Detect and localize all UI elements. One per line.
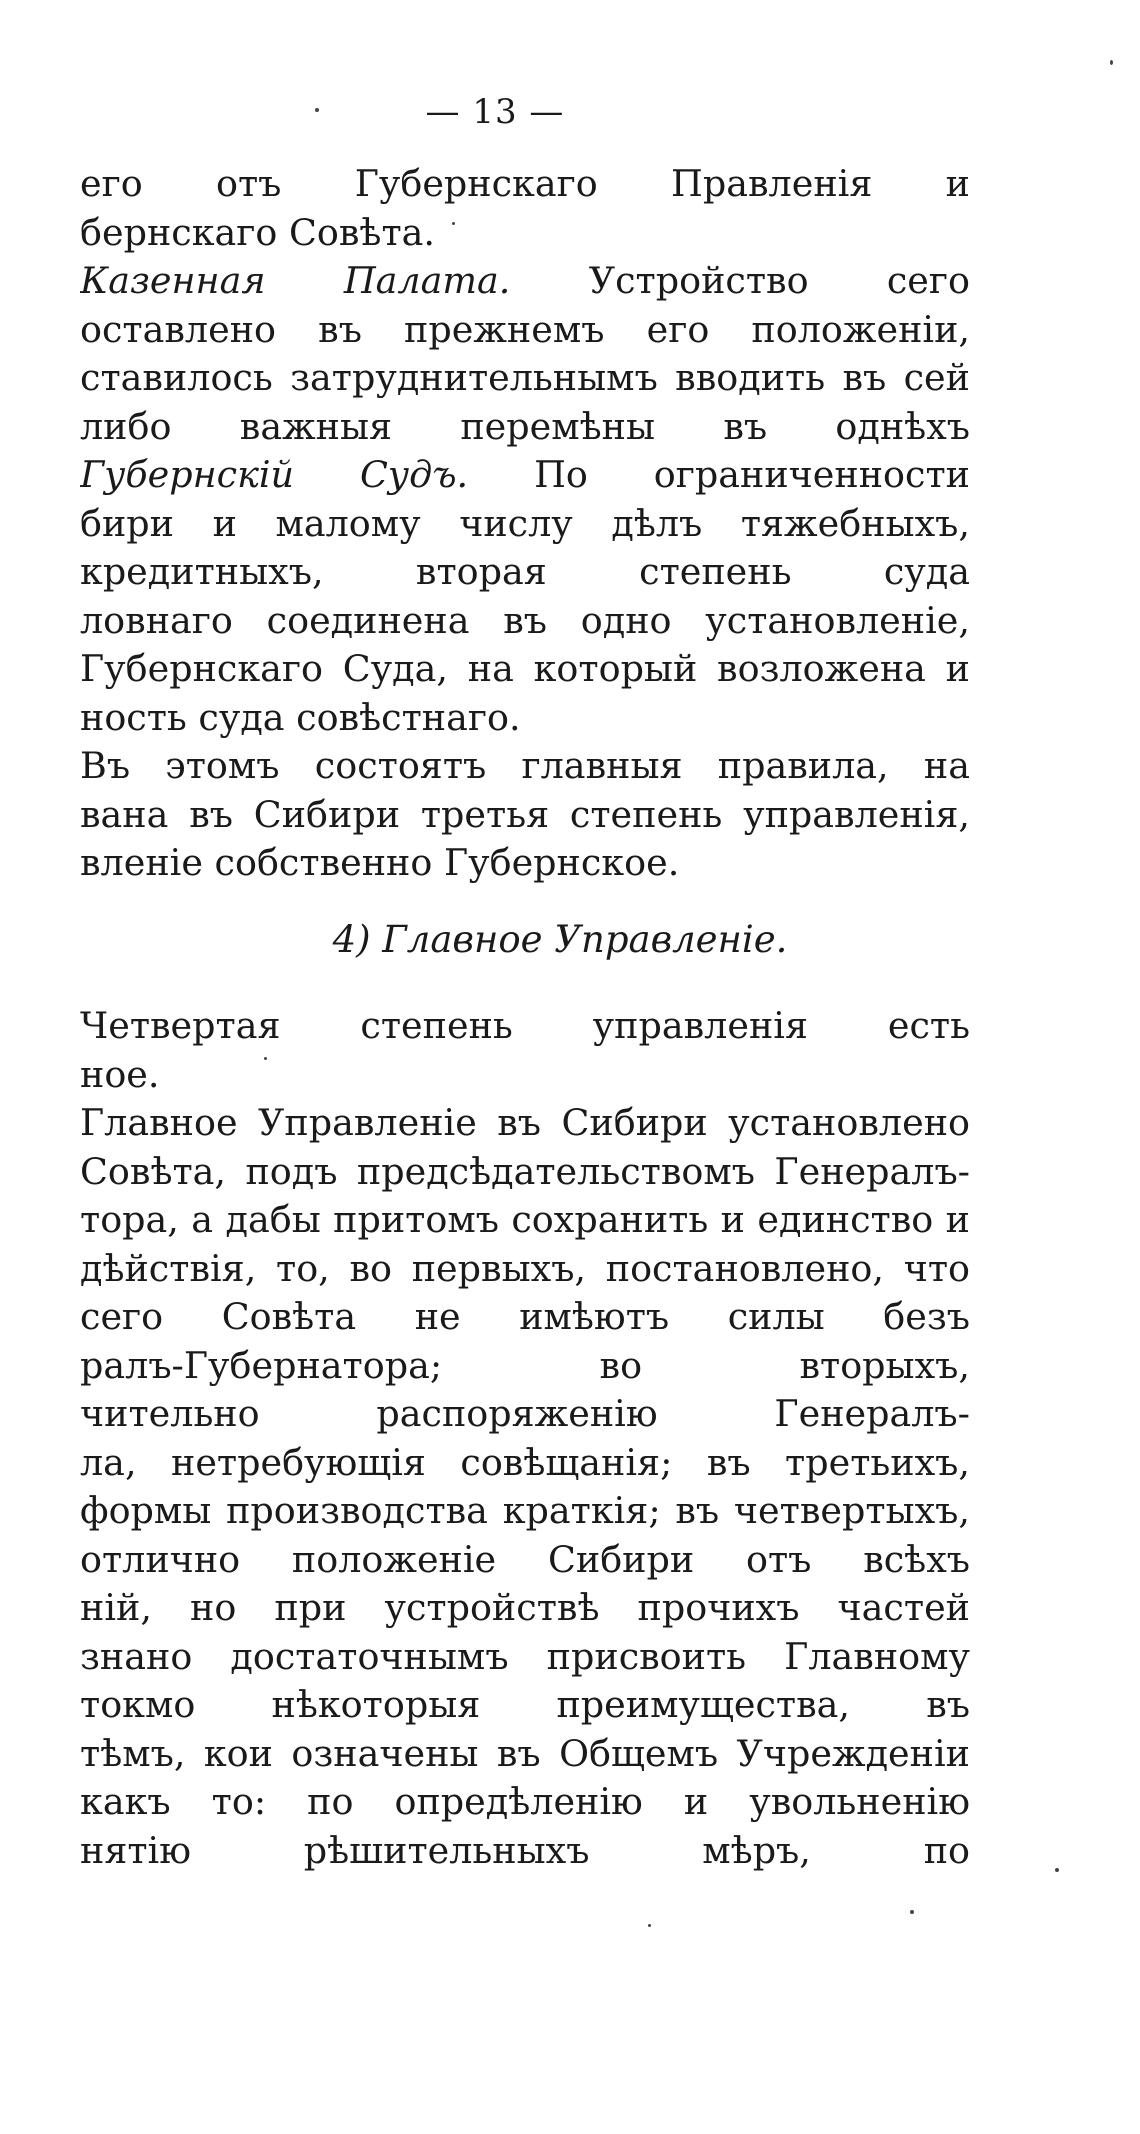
line-text: По ограниченности: [534, 453, 970, 496]
text-line: [80, 209, 970, 258]
text-line: [80, 1633, 970, 1682]
text-line: [80, 257, 970, 306]
text-line: [80, 500, 970, 549]
print-speck: [910, 1910, 914, 1914]
line-text: дѣйствія, то, во первыхъ, постановлено, что: [80, 1246, 970, 1290]
text-line: [80, 1196, 970, 1245]
line-text: вленіе собственно Губернское.: [80, 841, 680, 884]
line-text: сего Совѣта не имѣютъ силы безъ: [80, 1295, 970, 1338]
line-text: ній, но при устройствѣ прочихъ частей: [80, 1586, 970, 1629]
line-text: Устройство сего: [588, 259, 970, 302]
text-line: [80, 839, 970, 888]
print-speck: [1110, 60, 1113, 65]
line-text: оставлено въ прежнемъ его положеніи,: [80, 307, 970, 351]
text-line: [80, 1778, 970, 1827]
text-line: [80, 1148, 970, 1197]
text-line: [80, 451, 970, 500]
line-text: вана въ Сибири третья степень управленія,: [80, 792, 970, 836]
text-line: [80, 1342, 970, 1391]
line-text: ралъ-Губернатора; во вторыхъ,: [80, 1343, 970, 1387]
text-line: [80, 354, 970, 403]
line-text: формы производства краткія; въ четвертыхъ,: [80, 1489, 970, 1532]
line-text: кредитныхъ, вторая степень суда: [80, 550, 970, 593]
line-text: бернскаго Совѣта.: [80, 210, 436, 254]
text-line: [80, 1390, 970, 1439]
text-line: [80, 1584, 970, 1633]
text-line: [80, 548, 970, 597]
print-speck: [1055, 1868, 1059, 1872]
text-line: [80, 1827, 970, 1876]
line-text: тора, а дабы притомъ сохранить и единство и: [80, 1198, 970, 1241]
text-line: [80, 306, 970, 355]
print-speck: [648, 1924, 651, 1927]
text-line: [80, 597, 970, 646]
text-line: [80, 1245, 970, 1294]
line-text: тѣмъ, кои означены въ Общемъ Учрежденіи: [80, 1731, 970, 1775]
line-text: знано достаточнымъ присвоить Главному: [80, 1634, 970, 1678]
line-text: ное.: [80, 1052, 160, 1096]
text-line: [80, 1487, 970, 1536]
italic-run-in-heading: Казенная Палата.: [80, 259, 511, 302]
text-line: [80, 694, 970, 743]
text-line: [80, 403, 970, 452]
line-text: Главное Управленіе въ Сибири установлено: [80, 1101, 970, 1144]
line-text: отлично положеніе Сибири отъ всѣхъ: [80, 1537, 970, 1581]
section-main-administration: [80, 1002, 970, 1875]
text-line: [80, 1536, 970, 1585]
page-number: — 13 —: [425, 92, 565, 132]
print-speck: [452, 222, 455, 225]
line-text: какъ то: по опредѣленію и увольненію: [80, 1780, 970, 1823]
line-text: либо важныя перемѣны въ однѣхъ: [80, 404, 970, 448]
line-text: Въ этомъ состоятъ главныя правила, на: [80, 744, 970, 787]
text-line: [80, 645, 970, 694]
text-line: [80, 791, 970, 840]
line-text: ловнаго соединена въ одно установленіе,: [80, 598, 970, 642]
section-heading: 4) Главное Управленіе.: [332, 918, 788, 961]
line-text: токмо нѣкоторыя преимущества, въ: [80, 1683, 970, 1726]
line-text: бири и малому числу дѣлъ тяжебныхъ,: [80, 501, 970, 545]
line-text: Совѣта, подъ предсѣдательствомъ Генералъ-: [80, 1149, 970, 1193]
text-line: [80, 1681, 970, 1730]
line-text: ность суда совѣстнаго.: [80, 695, 521, 739]
text-line: [80, 742, 970, 791]
text-line: [80, 160, 970, 209]
text-line: [80, 1439, 970, 1488]
line-text: ла, нетребующія совѣщанія; въ третьихъ,: [80, 1440, 970, 1484]
line-text: ставилось затруднительнымъ вводить въ сей: [80, 356, 970, 399]
text-line: [80, 1099, 970, 1148]
line-text: нятію рѣшительныхъ мѣръ, по: [80, 1828, 970, 1872]
italic-run-in-heading: Губернскій Судъ.: [80, 453, 469, 496]
line-text: Губернскаго Суда, на который возложена и: [80, 647, 970, 690]
line-text: Четвертая степень управленія есть: [80, 1004, 970, 1047]
print-speck: [264, 1057, 267, 1060]
text-line: [80, 1002, 970, 1051]
text-line: [80, 1730, 970, 1779]
text-line: [80, 1293, 970, 1342]
line-text: его отъ Губернскаго Правленія и: [80, 162, 970, 205]
text-line: [80, 1051, 970, 1100]
section-provincial-administration: [80, 160, 970, 888]
print-speck: [315, 108, 319, 112]
line-text: чительно распоряженію Генералъ-: [80, 1392, 970, 1435]
